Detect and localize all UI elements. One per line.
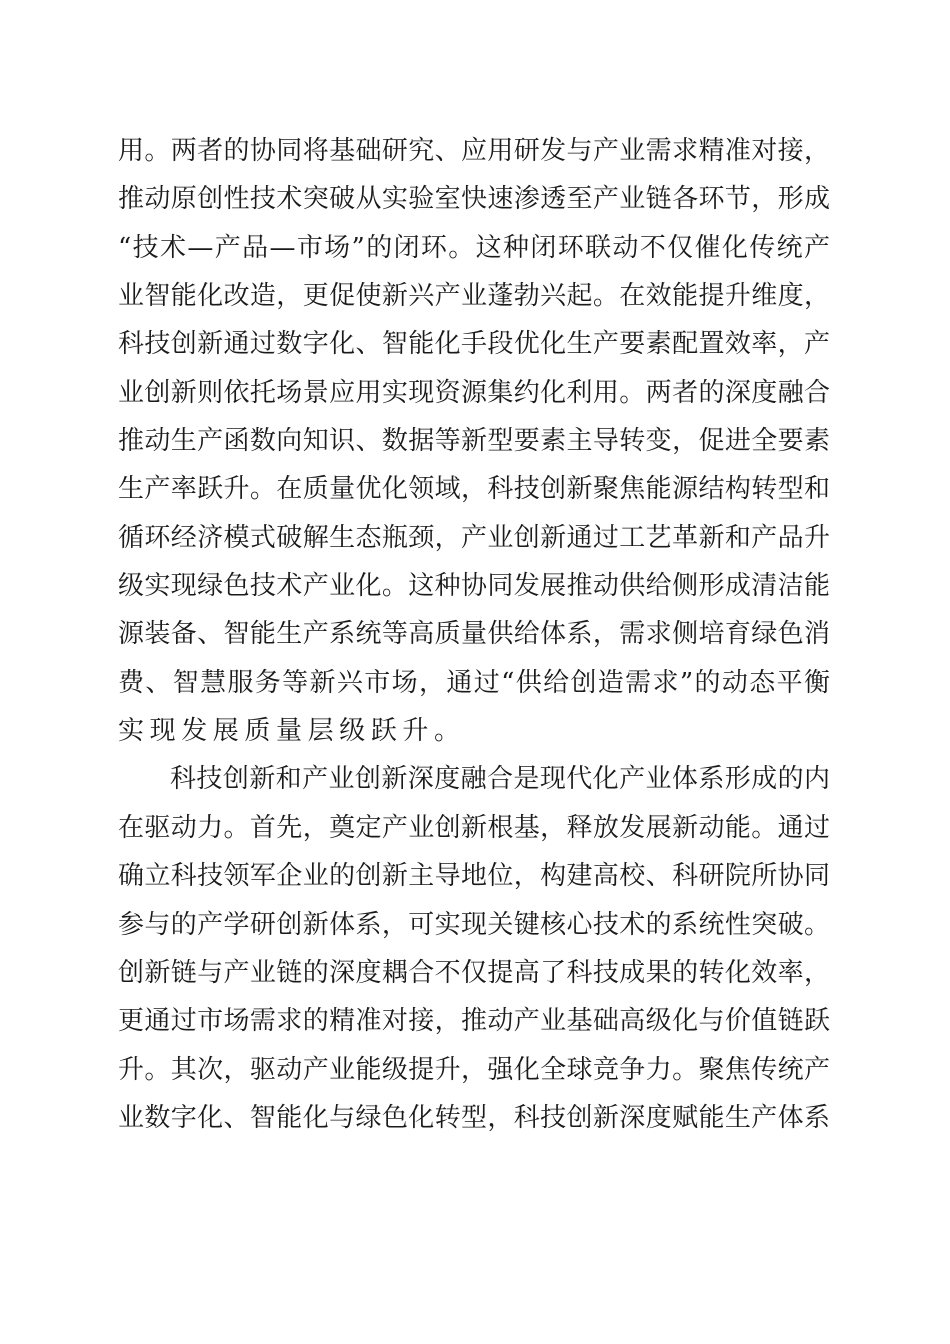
text-line: 源装备、智能生产系统等高质量供给体系，需求侧培育绿色消 [118,619,830,650]
text-line: 业创新则依托场景应用实现资源集约化利用。两者的深度融合 [118,377,830,408]
text-line: 创新链与产业链的深度耦合不仅提高了科技成果的转化效率， [118,957,830,988]
text-line: 科技创新和产业创新深度融合是现代化产业体系形成的内 [170,764,830,795]
text-line: “技术—产品—市场”的闭环。这种闭环联动不仅催化传统产 [118,232,830,263]
paragraph-2 [118,755,830,1142]
text-line: 实现发展质量层级跃升。 [118,716,466,747]
text-line: 级实现绿色技术产业化。这种协同发展推动供给侧形成清洁能 [118,571,830,602]
text-line: 升。其次，驱动产业能级提升，强化全球竞争力。聚焦传统产 [118,1054,830,1085]
text-line: 在驱动力。首先，奠定产业创新根基，释放发展新动能。通过 [118,812,830,843]
text-line: 更通过市场需求的精准对接，推动产业基础高级化与价值链跃 [118,1006,830,1037]
text-line: 循环经济模式破解生态瓶颈，产业创新通过工艺革新和产品升 [118,522,830,553]
body-text [118,127,830,1142]
paragraph-1 [118,127,830,755]
text-line: 费、智慧服务等新兴市场，通过“供给创造需求”的动态平衡 [118,667,830,698]
text-line: 参与的产学研创新体系，可实现关键核心技术的系统性突破。 [118,909,830,940]
text-line: 确立科技领军企业的创新主导地位，构建高校、科研院所协同 [118,861,830,892]
text-line: 生产率跃升。在质量优化领域，科技创新聚焦能源结构转型和 [118,474,830,505]
text-line: 推动生产函数向知识、数据等新型要素主导转变，促进全要素 [118,426,830,457]
text-line: 科技创新通过数字化、智能化手段优化生产要素配置效率，产 [118,329,830,360]
text-line: 业智能化改造，更促使新兴产业蓬勃兴起。在效能提升维度， [118,281,830,312]
text-line: 用。两者的协同将基础研究、应用研发与产业需求精准对接， [118,136,830,166]
text-line: 推动原创性技术突破从实验室快速渗透至产业链各环节，形成 [118,184,830,215]
text-line: 业数字化、智能化与绿色化转型，科技创新深度赋能生产体系 [118,1102,830,1133]
